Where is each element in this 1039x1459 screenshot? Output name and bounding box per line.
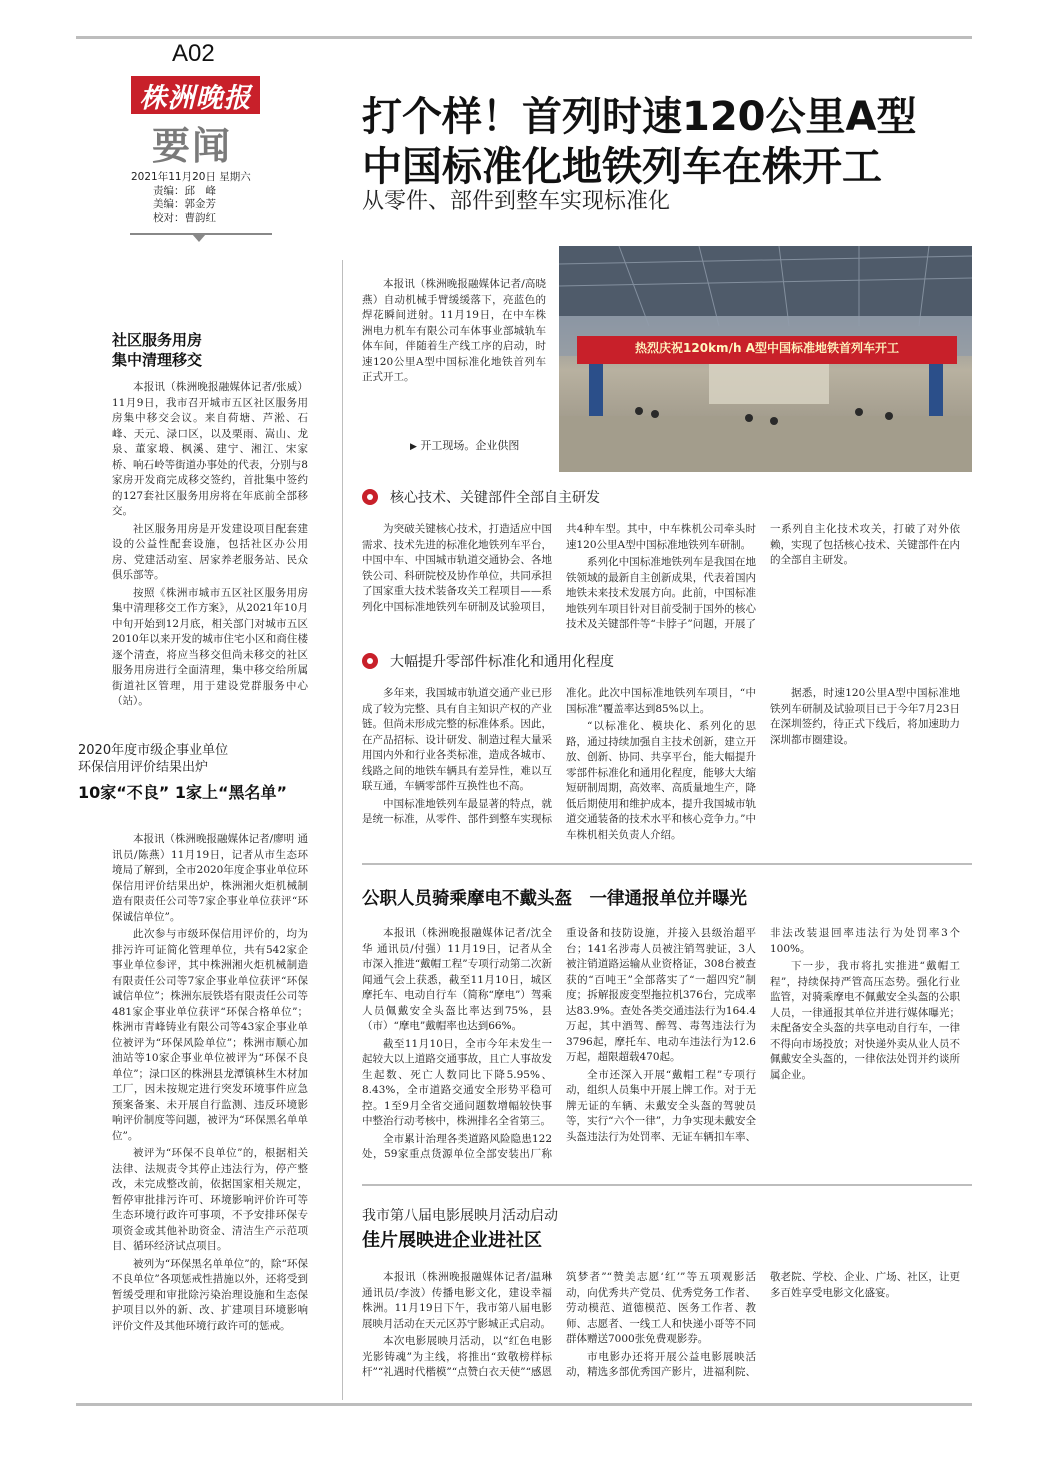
section2-body <box>362 686 960 846</box>
factory-photo <box>559 246 972 472</box>
story3-para: 本次电影展映月活动，以“红色电影 光影铸魂”为主线，将推出“致敬榜样标杆”“礼遇时代楷模”“点赞白衣天使”“感恩筑梦者”“赞美志愿‘红’”等五项观影活动，向优秀共产党员、优秀党务工作者、劳动模范、道德模范、医务工作者、教师、志愿者、一线工人和快递小哥等不同群体赠送7000张免费观影券。 <box>362 1271 756 1378</box>
lead-subtitle: 从零件、部件到整车实现标准化 <box>362 189 671 214</box>
section2-title: 大幅提升零部件标准化和通用化程度 <box>390 654 614 670</box>
section-bullet-icon <box>362 653 378 669</box>
section-name: 要闻 <box>152 123 233 168</box>
left1-para: 社区服务用房是开发建设项目配套建设的公益性配套设施，包括社区办公用房、党建活动室、居家养老服务站、民众俱乐部等。 <box>112 522 308 581</box>
edition-date: 2021年11月20日 星期六 <box>131 171 251 183</box>
designer-credit: 美编：郭金芳 <box>153 198 216 210</box>
page-number: A02 <box>172 40 215 67</box>
left2-para: 本报讯（株洲晚报融媒体记者/廖明 通讯员/陈燕）11月19日，记者从市生态环境局了解到，全市2020年度企事业单位环保信用评价结果出炉，株洲湘火炬机械制造有限责任公司等7家企事业单位获评“环保诚信单位”。 <box>112 833 308 923</box>
story2-para: 全市累计治理各类道路风险隐患122处，59家重点货源单位全部安装出厂称重设备和技防设施，并接入县级治超平台；141名涉毒人员被注销驾驶证，3人被注销道路运输从业资格证，308台被查获的“百吨王”全部落实了“一超四究”制度；拆解报废变型拖拉机376台，完成率达83.9%。查处各类交通违法行为164.4万起，其中酒驾、醉驾、毒驾违法行为3796起，摩托车、电动车违法行为12.6万起，超限超载470起。 <box>362 927 756 1160</box>
story2-top-rule <box>362 863 972 865</box>
story2-para: 下一步，我市将扎实推进“戴帽工程”，持续保持严管高压态势。强化行业监管，对骑乘摩电不佩戴安全头盔的公职人员，一律通报其单位并进行媒体曝光；未配备安全头盔的共享电动自行车，一律不得向市场投放；对快递外卖从业人员不佩戴安全头盔的，一律依法处罚并约谈所属企业。 <box>770 960 960 1081</box>
edition-meta <box>131 171 271 225</box>
left2-kicker <box>78 742 228 776</box>
caption-marker-icon: ▶ <box>410 442 417 452</box>
story2-headline: 公职人员骑乘摩电不戴头盔 一律通报单位并曝光 <box>362 889 747 909</box>
story3-para: 市电影办还将开展公益电影展映活动，精选多部优秀国产影片，进福利院、敬老院、学校、企业、广场、社区，让更多百姓享受电影文化盛宴。 <box>566 1271 960 1378</box>
section2-para: 多年来，我国城市轨道交通产业已形成了较为完整、具有自主知识产权的产业链。但尚未形成完整的标准体系。因此，在产品招标、设计研发、制造过程大量采用国内外和行业各类标准，造成各城市、线路之间的地铁车辆具有差异性，难以互联互通，车辆零部件互换性也不高。 <box>362 687 552 792</box>
left2-para: 被评为“环保不良单位”的，根据相关法律、法规责令其停止违法行为，停产整改，未完成整改前，依据国家相关规定，暂停审批排污许可、环境影响评价许可等生态环境行政许可事项，不予安排环保专项资金或其他补助资金、清洁生产示范项目、循环经济试点项目。 <box>112 1147 308 1252</box>
lead-intro-text: 本报讯（株洲晚报融媒体记者/高晓燕）自动机械手臂缓缓落下，亮蓝色的焊花瞬间迸射。11月19日，在中车株洲电力机车有限公司车体事业部城轨车体车间，伴随着生产线工序的启动，时速120公里A型中国标准化地铁首列车正式开工。 <box>362 278 546 383</box>
left1-title-line2: 集中清理移交 <box>112 351 203 369</box>
story2-para: 截至11月10日，全市今年未发生一起较大以上道路交通事故，且亡人事故发生起数、死亡人数同比下降5.95%、8.43%，全市道路交通安全形势平稳可控。1至9月全省交通问题数增幅较快事中整治行动考核中，株洲排名全省第三。 <box>362 1037 552 1127</box>
lead-headline-line1: 打个样！首列时速120公里A型 <box>362 94 917 140</box>
lead-intro <box>362 277 546 407</box>
factory-scene <box>559 246 972 472</box>
section2-heading <box>362 651 614 671</box>
left2-para: 此次参与市级环保信用评价的，均为排污许可证简化管理单位，共有542家企事业单位参评，其中株洲湘火炬机械制造有限责任公司等7家企事业单位获评“环保诚信单位”；株洲东辰铁塔有限责任公司等481家企事业单位获评“环保合格单位”；株洲市青峰铸业有限公司等43家企事业单位被评为“环保风险单位”；株洲市顺心加油站等10家企事业单位被评为“环保不良单位”；渌口区的株洲县龙潭镇林生木材加工厂，因未按规定进行突发环境事件应急预案备案、未开展自行监测、违反环境影响评价制度等问题，被评为“环保黑名单单位”。 <box>112 928 308 1142</box>
photo-caption-text: 开工现场。企业供图 <box>420 439 520 452</box>
left1-title-line1: 社区服务用房 <box>112 331 203 349</box>
left-column-rule <box>342 260 343 1400</box>
top-rule <box>76 36 972 39</box>
proofreader-credit: 校对：曹韵红 <box>153 211 216 224</box>
section2-para: 中国标准地铁列车最显著的特点，就是统一标准，从零件、部件到整车实现标准化。此次中国标准地铁列车项目，“中国标准”覆盖率达到85%以上。 <box>362 687 756 825</box>
photo-banner: 热烈庆祝120km/h A型中国标准地铁首列车开工 <box>635 341 899 355</box>
masthead-text: 株洲晚报 <box>139 82 252 114</box>
bottom-rule <box>76 1403 972 1406</box>
story2-body <box>362 926 960 1166</box>
story2-para: 全市还深入开展“戴帽工程”专项行动，组织人员集中开展上牌工作。对于无牌无证的车辆、未戴安全头盔的驾驶员等，实行“六个一律”，力争实现未戴安全头盔违法行为处罚率、无证车辆扣车率、非法改装退回率违法行为处罚率3个100%。 <box>566 927 960 1143</box>
lead-headline <box>362 92 962 192</box>
story2-para: 本报讯（株洲晚报融媒体记者/沈全华 通讯员/付强）11月19日，记者从全市深入推进“戴帽工程”专项行动第二次新闻通气会上获悉，截至11月10日，城区摩托车、电动自行车（简称“摩电”）驾乘人员佩戴安全头盔比率达到75%，县（市）“摩电”戴帽率也达到66%。 <box>362 927 552 1032</box>
section-bullet-icon <box>362 489 378 505</box>
story3-headline: 佳片展映进企业进社区 <box>362 1230 542 1251</box>
left1-para: 按照《株洲市城市五区社区服务用房集中清理移交工作方案》，从2021年10月中旬开始到12月底，相关部门对城市五区2010年以来开发的城市住宅小区和商住楼逐个清查，将应当移交但尚未移交的社区服务用房进行全面清理，集中移交给所属街道社区管理，用于建设党群服务中心（站）。 <box>112 586 308 707</box>
masthead-logo <box>131 76 260 114</box>
editor-credit: 责编：邱 峰 <box>153 184 216 197</box>
photo-caption <box>410 437 519 453</box>
lead-headline-line2: 中国标准化地铁列车在株开工 <box>362 144 882 190</box>
header-underline <box>130 230 272 244</box>
section2-para: 据悉，时速120公里A型中国标准地铁列车研制及试验项目已于今年7月23日在深圳签约，待正式下线后，将加速助力深圳都市圈建设。 <box>770 687 960 746</box>
left2-body <box>112 832 308 1394</box>
section1-body <box>362 522 960 636</box>
left2-headline: 10家“不良” 1家上“黑名单” <box>78 783 288 802</box>
left2-para: 被列为“环保黑名单单位”的，除“环保不良单位”各项惩戒性措施以外，还将受到暂缓受理和审批除污染治理设施和生态保护项目以外的新、改、扩建项目环境影响评价文件及其他环境行政许可的惩戒。 <box>112 1257 308 1332</box>
left1-para: 本报讯（株洲晚报融媒体记者/张威）11月9日，我市召开城市五区社区服务用房集中移交会议。来自荷塘、芦淞、石峰、天元、渌口区，以及栗雨、嵩山、龙泉、董家塅、枫溪、建宁、湘江、宋家桥、响石岭等街道办事处的代表，分别与8家房开发商完成移交签约，首批集中签约的127套社区服务用房将在年底前全部移交。 <box>112 381 308 517</box>
section2-para: “以标准化、模块化、系列化的思路，通过持续加强自主技术创新，建立开放、创新、协同、共享平台，能大幅提升零部件标准化和通用化程度，能够大大缩短研制周期，高效率、高质量地生产，降低后期使用和维护成本，提升我国城市轨道交通装备的技术水平和核心竞争力。”中车株机相关负责人介绍。 <box>566 720 756 841</box>
story3-kicker: 我市第八届电影展映月活动启动 <box>362 1208 558 1224</box>
left1-body <box>112 380 308 707</box>
section1-para: 为突破关键核心技术，打造适应中国需求、技术先进的标准化地铁列车平台，中国中车、中国城市轨道交通协会、各地铁公司、科研院校及协作单位，共同承担了国家重大技术装备攻关工程项目——系列化中国标准地铁列车研制及试验项目，共4种车型。其中，中车株机公司牵头时速120公里A型中国标准地铁列车研制。 <box>362 523 756 613</box>
section1-title: 核心技术、关键部件全部自主研发 <box>390 490 600 506</box>
left2-kicker-line1: 2020年度市级企事业单位 <box>78 743 229 758</box>
left2-kicker-line2: 环保信用评价结果出炉 <box>78 760 209 775</box>
story3-top-rule <box>362 1184 972 1186</box>
section1-heading <box>362 487 600 507</box>
story3-para: 本报讯（株洲晚报融媒体记者/温琳 通讯员/李波）传播电影文化，建设幸福株洲。11月19日下午，我市第八届电影展映月活动在天元区苏宁影城正式启动。 <box>362 1271 552 1330</box>
section1-para: 系列化中国标准地铁列车是我国在地铁领域的最新自主创新成果，代表着国内地铁未来技术发展方向。此前，中国标准地铁列车项目针对目前受制于国外的核心技术及关键部件等“卡脖子”问题，开展了一系列自主化技术攻关，打破了对外依赖，实现了包括核心技术、关键部件在内的全部自主研发。 <box>566 523 960 630</box>
left1-headline <box>112 330 202 370</box>
story3-body <box>362 1270 960 1394</box>
